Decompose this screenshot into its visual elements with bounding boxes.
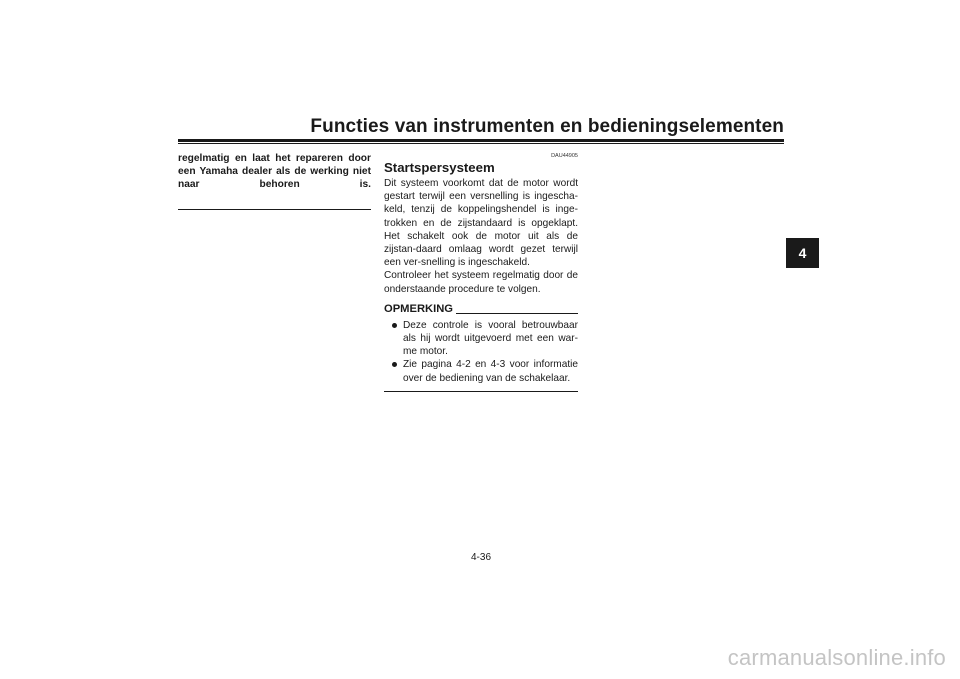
left-column	[178, 152, 371, 210]
list-item	[384, 319, 578, 359]
section-title: Startspersysteem	[384, 160, 495, 175]
body-paragraph-2: Controleer het systeem regelmatig door de onderstaande procedure te volgen.	[384, 270, 578, 295]
header-rule	[178, 139, 784, 142]
note-end-rule	[384, 391, 578, 392]
warning-end-rule	[178, 209, 371, 210]
bullet-icon	[392, 323, 397, 328]
note-item-text: Zie pagina 4-2 en 4-3 voor informatie over de bediening van de schakelaar.	[403, 359, 578, 384]
bullet-icon	[392, 362, 397, 367]
reference-code: DAU44905	[551, 153, 578, 159]
page-number: 4-36	[470, 552, 491, 563]
right-column	[384, 153, 578, 392]
body-paragraph-1: Dit systeem voorkomt dat de motor wordt gestart terwijl een versnelling is ingescha-keld, tenzij de koppelingshendel is inge-trokken en de zijstandaard is opgeklapt. Het schakelt ook de motor uit als de zijstan-daard omlaag wordt gezet terwijl een ver-snelling is ingeschakeld.	[384, 178, 578, 269]
note-heading: OPMERKING	[384, 302, 453, 315]
page-header-title: Functies van instrumenten en bedieningselementen	[310, 116, 784, 137]
header-rule-thin	[178, 143, 784, 144]
note-list	[384, 319, 578, 385]
note-heading-rule	[456, 313, 578, 314]
note-heading-row	[384, 303, 578, 316]
chapter-tab: 4	[786, 238, 819, 268]
note-item-text: Deze controle is vooral betrouwbaar als hij wordt uitgevoerd met een war-me motor.	[403, 319, 578, 358]
list-item	[384, 358, 578, 384]
watermark: carmanualsonline.info	[727, 645, 946, 670]
warning-text: regelmatig en laat het repareren door een Yamaha dealer als de werking niet naar behoren is.	[178, 153, 371, 191]
